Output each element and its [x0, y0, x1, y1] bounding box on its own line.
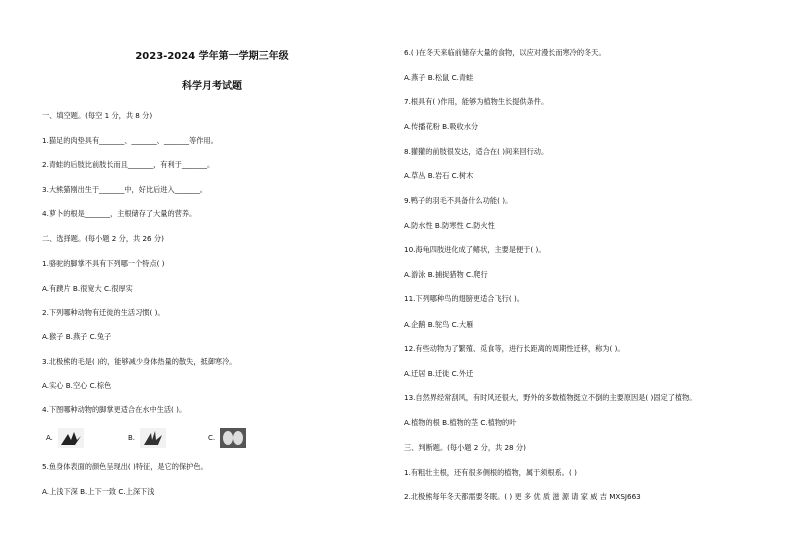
question-text: 2.下列哪种动物有迁徙的生活习惯( )。	[42, 308, 165, 317]
question-text: 6.( )在冬天来临前储存大量的食物，以应对漫长而寒冷的冬天。	[404, 48, 606, 57]
question-options: A.防水性 B.防寒性 C.防火性	[404, 221, 495, 230]
question-text: 2.青蛙的后肢比前肢长而且_______，有利于_______。	[42, 160, 215, 169]
question-options: A.植物的根 B.植物的茎 C.植物的叶	[404, 418, 517, 427]
question-text: 4.下图哪种动物的脚掌更适合在水中生活( )。	[42, 405, 187, 414]
question-options: A.草丛 B.岩石 C.树木	[404, 171, 474, 180]
paw-image	[220, 428, 246, 448]
exam-title-line1: 2023-2024 学年第一学期三年级	[135, 51, 289, 62]
question-text: 4.萝卜的根是_______，主根储存了大量的营养。	[42, 209, 197, 218]
question-options: A.燕子 B.松鼠 C.青蛙	[404, 73, 474, 82]
question-options: A.传播花粉 B.吸收水分	[404, 122, 479, 131]
question-options: A.企鹅 B.鸵鸟 C.大雁	[404, 320, 474, 329]
question-options: A.猴子 B.燕子 C.兔子	[42, 332, 112, 341]
question-text: 9.鸭子的羽毛不具备什么功能( )。	[404, 196, 513, 205]
question-text: 8.獾獾的前肢很发达，适合在( )间来回行动。	[404, 147, 549, 156]
question-text: 1.有粗壮主根，还有很多侧根的植物，属于须根系。( )	[404, 468, 577, 477]
section-choice-heading: 二、选择题。(每小题 2 分，共 26 分)	[42, 234, 164, 243]
question-options: A.上浅下深 B.上下一致 C.上深下浅	[42, 487, 155, 496]
question-options: A.游泳 B.捕捉猎物 C.爬行	[404, 270, 488, 279]
question-text: 12.有些动物为了繁殖、觅食等，进行长距离的周期性迁移，称为( )。	[404, 344, 625, 353]
question-text: 1.猫足的肉垫具有_______、_______、_______等作用。	[42, 136, 218, 145]
question-text: 11.下列哪种鸟的翅膀更适合飞行( )。	[404, 294, 524, 303]
question-text: 5.鱼身体表面的颜色呈现出( )特征，是它的保护色。	[42, 462, 208, 471]
question-options: A.有蹼片 B.很宽大 C.很厚实	[42, 284, 133, 293]
webbed-foot-image	[58, 428, 84, 448]
question-text: 10.海龟四肢进化成了鳍状，主要是便于( )。	[404, 245, 546, 254]
question-text: 1.骆驼的脚掌不具有下列哪一个特点( )	[42, 259, 165, 268]
question-text: 3.北极熊的毛是( )的，能够减少身体热量的散失，抵御寒冷。	[42, 357, 237, 366]
pic-label: A.	[46, 434, 53, 442]
question-options: A.迁居 B.迁徙 C.外迁	[404, 369, 474, 378]
feet-pictures-row	[42, 428, 262, 450]
question-text: 3.大熊猫刚出生于_______中，好比后进入_______。	[42, 185, 207, 194]
exam-title-line2: 科学月考试题	[182, 81, 242, 92]
pic-label: B.	[128, 434, 136, 442]
section-fill-blank-heading: 一、填空题。(每空 1 分，共 8 分)	[42, 111, 153, 120]
section-judgment-heading: 三、判断题。(每小题 2 分，共 28 分)	[404, 443, 526, 452]
bird-foot-image	[140, 428, 166, 448]
question-text: 2.北极熊每年冬天都需要冬眠。( ) 更 多 优 质 滋 源 请 家 威 吉 MXSJ663	[404, 492, 641, 501]
question-options: A.实心 B.空心 C.棕色	[42, 381, 112, 390]
question-text: 7.根具有( )作用，能够为植物生长提供条件。	[404, 97, 549, 106]
question-text: 13.自然界经常刮风，有时风还很大，野外的多数植物挺立不倒的主要原因是( )固定了植物。	[404, 393, 697, 402]
pic-label: C.	[208, 434, 216, 442]
